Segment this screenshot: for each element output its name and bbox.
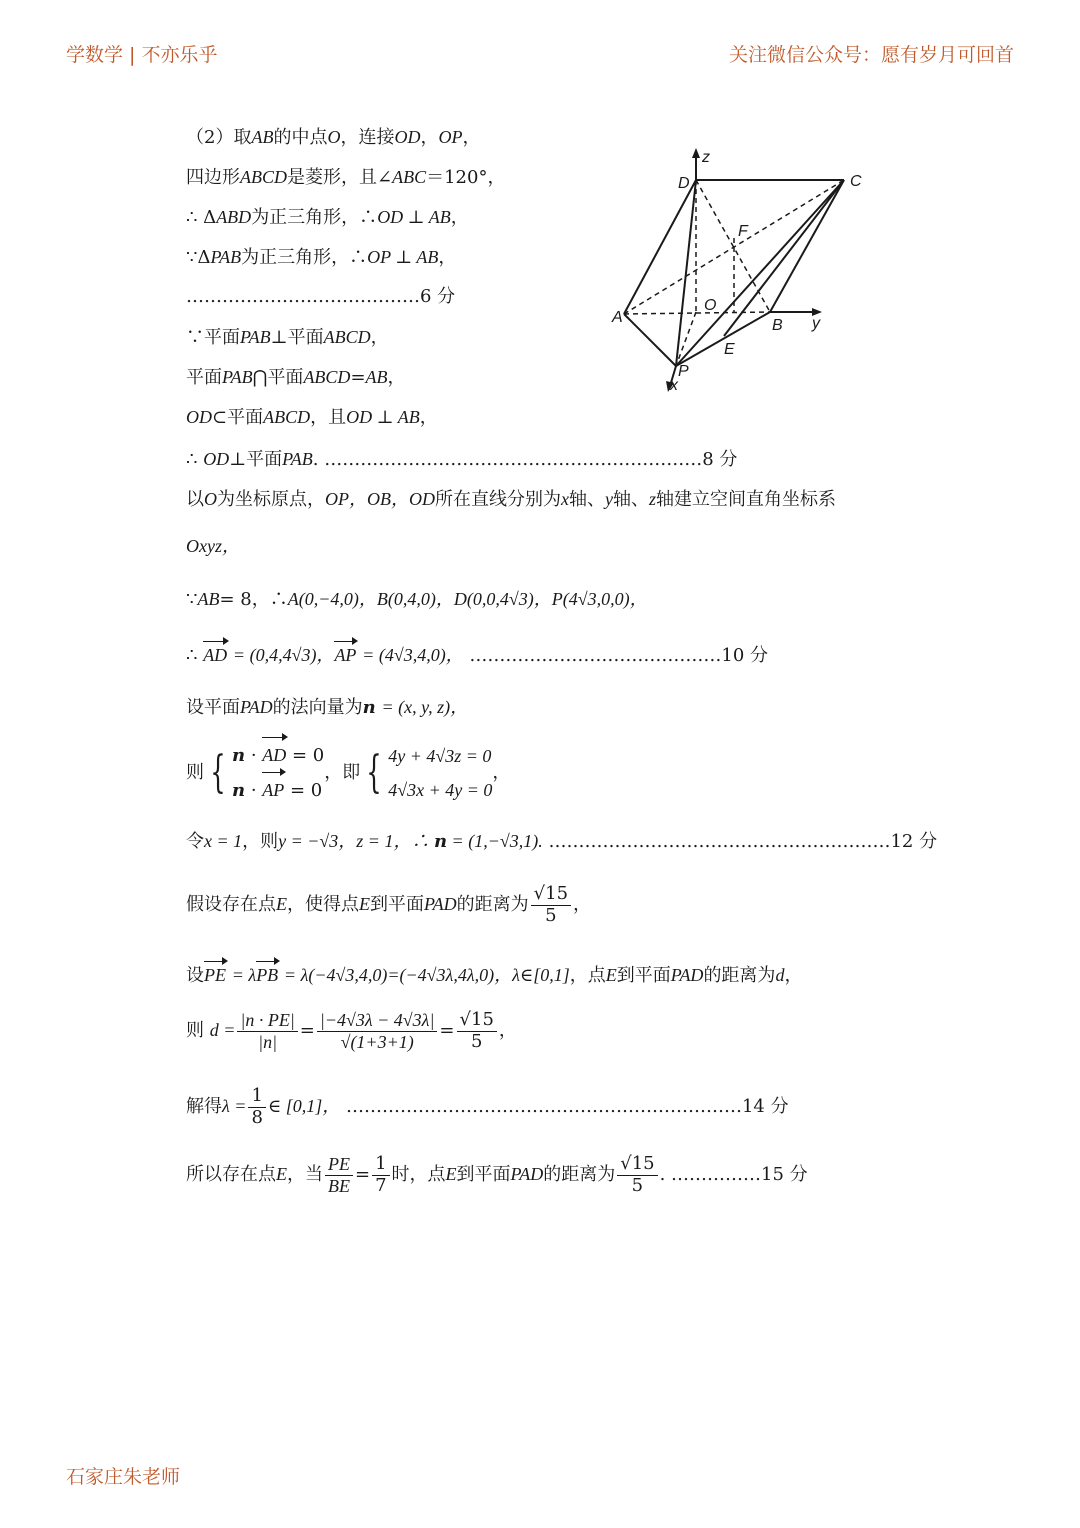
- label-D: D: [678, 175, 690, 192]
- label-C: C: [850, 173, 862, 190]
- line-3: ∴ ΔABD为正三角形，∴OD ⊥ AB，: [186, 207, 469, 228]
- label-O: O: [704, 297, 717, 314]
- line-21: 所以存在点E，当 $\frac{PE}{BE}$ = $\frac{1}{7}$ 时，点E到平面PAD的距离为 $\frac{√15}{5}$ . ……………15 分: [186, 1153, 808, 1196]
- line-6: ∵平面PAB⊥平面ABCD，: [186, 327, 389, 348]
- edge-DA: [624, 180, 696, 314]
- line-11: Oxyz，: [186, 536, 240, 556]
- arrow-z: [692, 148, 700, 158]
- edge-AB-dashed: [624, 312, 770, 314]
- line-7: 平面PAB⋂平面ABCD=AB，: [186, 367, 406, 388]
- edge-DB-dashed: [696, 180, 770, 312]
- line-20: 解得λ = $\frac{1}{8}$ ∈ [0,1]， …………………………………………………………14 分: [186, 1085, 789, 1128]
- line-4: ∵ΔPAB为正三角形，∴OP ⊥ AB，: [186, 247, 457, 268]
- label-y: y: [812, 315, 820, 332]
- line-19: 则 d = $\frac{|n \cdot PE|}{|n|}$ = $\frac{|-4√3\lambda - 4√3\lambda|}{√(1+3+1)}$ = $\frac{√15}{5}$ ，: [186, 1009, 517, 1052]
- label-z: z: [702, 149, 710, 166]
- line-14: 设平面PAD的法向量为n = (x, y, z)，: [186, 697, 469, 718]
- label-E: E: [724, 341, 735, 358]
- line-16: 令x = 1，则y = −√3，z = 1，∴ n = (1,−√3,1). …………………………………………………12 分: [186, 831, 938, 852]
- line-18: 设PE = λPB = λ(−4√3,4,0)=(−4√3λ,4λ,0)，λ∈[0,1]，点E到平面PAD的距离为d，: [186, 962, 802, 989]
- line-10: 以O为坐标原点，OP，OB，OD所在直线分别为x轴、y轴、z轴建立空间直角坐标系: [186, 489, 837, 510]
- line-17: 假设存在点E，使得点E到平面PAD的距离为 $\frac{√15}{5}$ ，: [186, 883, 592, 926]
- label-F: F: [738, 223, 748, 240]
- header-right: 关注微信公众号：愿有岁月可回首: [728, 44, 1014, 66]
- edge-CB: [770, 180, 844, 312]
- line-5-score: …………………………………6 分: [186, 286, 456, 307]
- label-B: B: [772, 317, 783, 334]
- line-12: ∵AB= 8，∴A(0,−4,0)，B(0,4,0)，D(0,0,4√3)，P(4√3,0,0)，: [186, 589, 648, 610]
- edge-CP: [676, 180, 844, 366]
- line-13: ∴ AD = (0,4,4√3)，AP = (4√3,4,0)， ……………………………………10 分: [186, 642, 768, 669]
- label-x: x: [670, 377, 678, 394]
- edge-AP: [624, 314, 676, 366]
- line-2: 四边形ABCD是菱形，且∠ABC＝120°，: [186, 167, 506, 188]
- line-1: （2）取AB的中点O，连接OD，OP，: [186, 127, 481, 148]
- footer-author: 石家庄朱老师: [66, 1466, 181, 1488]
- geometry-figure: [600, 140, 880, 400]
- line-8: OD⊂平面ABCD，且OD ⊥ AB，: [186, 407, 438, 428]
- line-15-system: 则 { n · AD = 0 n · AP = 0 ，即 { 4y + 4√3z = 0 4√3x + 4y = 0 ，: [186, 738, 510, 808]
- header-left: 学数学 | 不亦乐乎: [66, 44, 218, 66]
- line-9: ∴ OD⊥平面PAB. ………………………………………………………8 分: [186, 449, 738, 470]
- edge-PB: [676, 312, 770, 366]
- label-A: A: [612, 309, 623, 326]
- label-P: P: [678, 363, 689, 380]
